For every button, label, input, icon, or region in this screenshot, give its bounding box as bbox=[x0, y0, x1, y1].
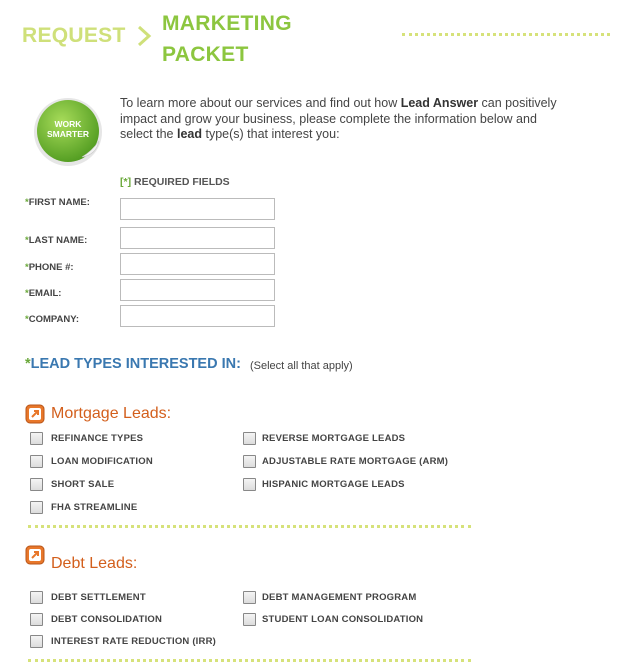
checkbox-label: ADJUSTABLE RATE MORTGAGE (ARM) bbox=[262, 456, 449, 467]
checkbox-fha-streamline[interactable] bbox=[30, 501, 43, 514]
badge-line1: WORK bbox=[54, 119, 82, 129]
checkbox-label: FHA STREAMLINE bbox=[51, 502, 138, 513]
mortgage-leads-title: Mortgage Leads: bbox=[51, 405, 172, 422]
checkbox-hispanic-mortgage[interactable] bbox=[243, 478, 256, 491]
checkbox-reverse-mortgage[interactable] bbox=[243, 432, 256, 445]
page-title bbox=[162, 8, 292, 70]
checkbox-label: REFINANCE TYPES bbox=[51, 433, 144, 444]
chevron-right-icon bbox=[133, 24, 157, 48]
arrow-box-icon bbox=[25, 545, 45, 565]
checkbox-label: DEBT SETTLEMENT bbox=[51, 592, 146, 603]
checkbox-short-sale[interactable] bbox=[30, 478, 43, 491]
checkbox-label: HISPANIC MORTGAGE LEADS bbox=[262, 479, 405, 490]
request-label: REQUEST bbox=[22, 24, 126, 47]
email-label: *EMAIL: bbox=[25, 288, 62, 299]
first-name-input[interactable] bbox=[120, 198, 275, 220]
required-fields-note: [*] REQUIRED FIELDS bbox=[120, 176, 230, 188]
last-name-input[interactable] bbox=[120, 227, 275, 249]
page-title-line1: MARKETING bbox=[162, 12, 292, 35]
phone-label: *PHONE #: bbox=[25, 262, 74, 273]
lead-types-heading: *LEAD TYPES INTERESTED IN: bbox=[25, 356, 241, 372]
checkbox-debt-settlement[interactable] bbox=[30, 591, 43, 604]
debt-leads-title: Debt Leads: bbox=[51, 555, 138, 572]
checkbox-refinance-types[interactable] bbox=[30, 432, 43, 445]
checkbox-label: SHORT SALE bbox=[51, 479, 115, 490]
checkbox-debt-consolidation[interactable] bbox=[30, 613, 43, 626]
checkbox-debt-management[interactable] bbox=[243, 591, 256, 604]
phone-input[interactable] bbox=[120, 253, 275, 275]
section-dotted-divider bbox=[28, 525, 471, 528]
email-input[interactable] bbox=[120, 279, 275, 301]
badge-line2: SMARTER bbox=[46, 129, 90, 139]
intro-text: To learn more about our services and find out how Lead Answer can positively impact and grow your business, please complete the information below and select the lead type(s) that interest you: bbox=[120, 96, 557, 141]
company-label: *COMPANY: bbox=[25, 314, 80, 325]
checkbox-label: STUDENT LOAN CONSOLIDATION bbox=[262, 614, 424, 625]
page-title-line2: PACKET bbox=[162, 43, 249, 66]
header-dotted-divider bbox=[402, 33, 610, 36]
checkbox-student-loan[interactable] bbox=[243, 613, 256, 626]
checkbox-loan-modification[interactable] bbox=[30, 455, 43, 468]
company-input[interactable] bbox=[120, 305, 275, 327]
checkbox-arm[interactable] bbox=[243, 455, 256, 468]
bottom-dotted-divider bbox=[28, 659, 471, 662]
arrow-box-icon bbox=[25, 404, 45, 424]
checkbox-label: DEBT CONSOLIDATION bbox=[51, 614, 163, 625]
work-smarter-badge bbox=[30, 95, 106, 171]
checkbox-irr[interactable] bbox=[30, 635, 43, 648]
checkbox-label: LOAN MODIFICATION bbox=[51, 456, 153, 467]
lead-types-subtext: (Select all that apply) bbox=[250, 360, 353, 372]
last-name-label: *LAST NAME: bbox=[25, 235, 88, 246]
checkbox-label: REVERSE MORTGAGE LEADS bbox=[262, 433, 406, 444]
checkbox-label: DEBT MANAGEMENT PROGRAM bbox=[262, 592, 417, 603]
first-name-label: *FIRST NAME: bbox=[25, 197, 90, 208]
checkbox-label: INTEREST RATE REDUCTION (IRR) bbox=[51, 636, 217, 647]
